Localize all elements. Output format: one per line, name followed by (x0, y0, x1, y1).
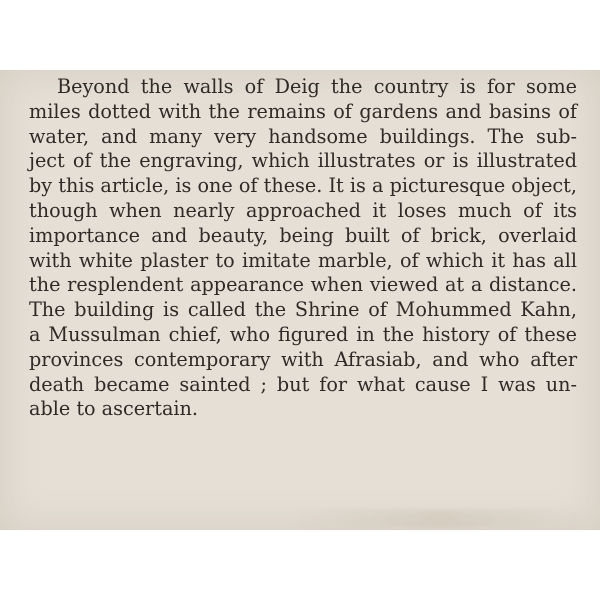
text-line: a Mussulman chief, who figured in the history of these (29, 322, 577, 346)
text-line: provinces contemporary with Afrasiab, and who after (29, 347, 577, 371)
page-scan (0, 70, 600, 530)
text-line: by this article, is one of these. It is a picturesque object, (29, 174, 577, 198)
text-line: miles dotted with the remains of gardens and basins of (29, 99, 577, 123)
text-line: water, and many very handsome buildings. The sub- (29, 124, 577, 148)
text-line: able to ascertain. (29, 397, 198, 421)
text-line: Beyond the walls of Deig the country is for some (57, 75, 577, 98)
show-through-mark (290, 510, 590, 528)
paragraph (29, 75, 577, 422)
text-line: though when nearly approached it loses much of its (29, 198, 577, 222)
text-line: death became sainted ; but for what cause I was un- (29, 372, 577, 396)
text-line: The building is called the Shrine of Mohummed Kahn, (29, 298, 577, 322)
text-line: importance and beauty, being built of brick, overlaid (29, 223, 577, 247)
text-line: ject of the engraving, which illustrates or is illustrated (29, 149, 577, 173)
text-line: with white plaster to imitate marble, of which it has all (29, 248, 577, 272)
text-line: the resplendent appearance when viewed at a distance. (29, 273, 577, 297)
